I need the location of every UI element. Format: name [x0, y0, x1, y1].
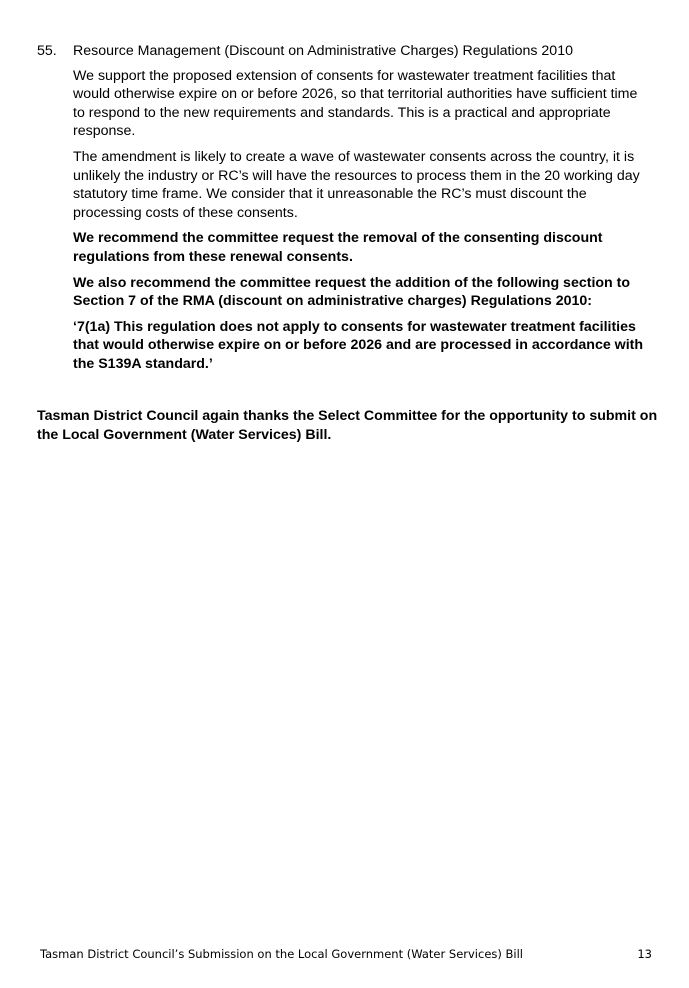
section-heading — [37, 42, 647, 61]
proposed-clause-paragraph: ‘7(1a) This regulation does not apply to consents for wastewater treatment facilities that would otherwise expire on or before 2026 and are processed in accordance with the S139A standard.’ — [73, 318, 644, 372]
section-item-55 — [37, 42, 647, 374]
recommendation-paragraph: We also recommend the committee request the addition of the following section to Section 7 of the RMA (discount on administrative charges) Regulations 2010: — [73, 274, 631, 310]
section-number: 55. — [37, 43, 57, 59]
page-number: 13 — [637, 947, 652, 961]
closing-statement: Tasman District Council again thanks the Select Committee for the opportunity to submit on the Local Government (Water Services) Bill. — [37, 408, 658, 443]
page-footer — [40, 946, 652, 962]
body-paragraph: The amendment is likely to create a wave of wastewater consents across the country, it is unlikely the industry or RC’s will have the resources to process them in the 20 working day statutory time frame. We consider that it unreasonable the RC’s must discount the processing costs of these consents. — [73, 148, 640, 221]
recommendation-paragraph: We recommend the committee request the removal of the consenting discount regulations from these renewal consents. — [73, 230, 603, 265]
body-paragraph: We support the proposed extension of consents for wastewater treatment facilities that would otherwise expire on or before 2026, so that territorial authorities have sufficient time to respond to the new requirements and standards. This is a practical and appropriate response. — [73, 67, 638, 140]
section-title: Resource Management (Discount on Administrative Charges) Regulations 2010 — [73, 43, 573, 59]
footer-title: Tasman District Council’s Submission on the Local Government (Water Services) Bill — [40, 947, 524, 961]
